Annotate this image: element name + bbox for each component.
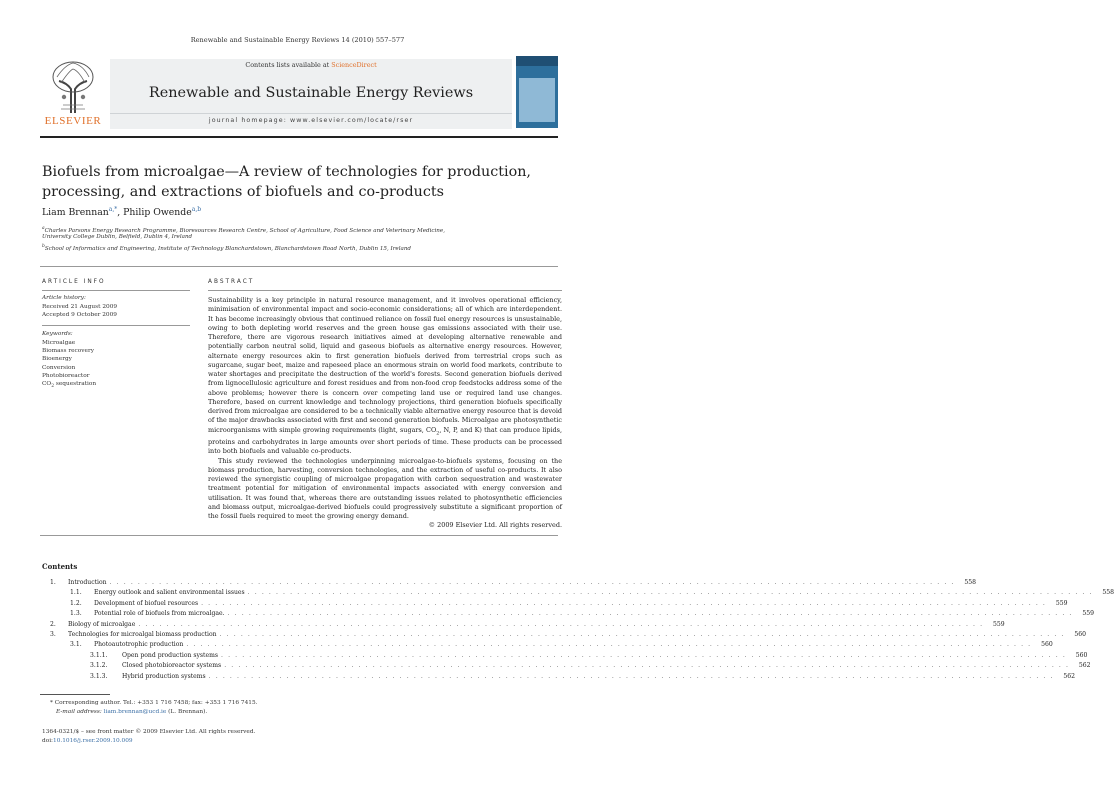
keyword: $CO_2$ sequestration bbox=[42, 381, 97, 390]
toc-leader-dots: . . . . . . . . . . . . . . . . . . . . . . . . . . . . . . . . . . . . . . . . . . . . . . . . . . . . . . . . . . . . . . . . . . . . . . . . . . . . . . . . . . . . . . . . . . . . . . . . . . . . . . . . . . . . . . . . . . . . . . . . bbox=[224, 662, 1070, 670]
copyright-notice: © 2009 Elsevier Ltd. All rights reserved. bbox=[428, 521, 562, 530]
toc-entry[interactable] bbox=[42, 640, 1053, 650]
journal-masthead bbox=[40, 56, 558, 133]
email-link[interactable]: liam.brennan@ucd.ie bbox=[103, 709, 167, 715]
toc-page-number: 562 bbox=[1063, 672, 1076, 680]
affiliation-a-cont: University College Dublin, Belfield, Dublin 4, Ireland bbox=[42, 234, 193, 240]
affiliation-a: $^a$Charles Parsons Energy Research Programme, Bioresources Research Centre, School of Agriculture, Food Science and Veterinary Medicine, bbox=[42, 226, 445, 234]
history-label: Article history: bbox=[42, 295, 86, 301]
abstract-rule bbox=[208, 290, 562, 291]
toc-entry[interactable] bbox=[42, 620, 1005, 630]
toc-page-number: 560 bbox=[1041, 641, 1053, 649]
toc-label: Biology of microalgae bbox=[68, 620, 136, 628]
table-of-contents bbox=[42, 578, 1114, 682]
keyword: Biomass recovery bbox=[42, 348, 95, 355]
toc-label: Photoautotrophic production bbox=[94, 641, 184, 649]
toc-number: 1. bbox=[50, 579, 56, 586]
toc-number: 1.2. bbox=[70, 599, 82, 607]
toc-number: 1.3. bbox=[70, 610, 82, 618]
toc-label: Introduction bbox=[68, 579, 107, 586]
toc-label: Potential role of biofuels from microalgae. bbox=[94, 610, 225, 618]
toc-leader-dots: . . . . . . . . . . . . . . . . . . . . . . . . . . . . . . . . . . . . . . . . . . . . . . . . . . . . . . . . . . . . . . . . . . . . . . . . . . . . . . . . . . . . . . . . . . . . . . . . . . . . . . . . . . . . . . . . . . . . . . . . bbox=[208, 672, 1055, 680]
toc-page-number: 558 bbox=[1102, 589, 1114, 597]
toc-number: 3.1. bbox=[70, 641, 82, 649]
journal-homepage-link[interactable]: journal homepage: www.elsevier.com/locate/rser bbox=[208, 117, 414, 124]
article-info-heading: ARTICLE INFO bbox=[42, 279, 106, 285]
toc-page-number: 562 bbox=[1078, 662, 1091, 670]
toc-number: 2. bbox=[50, 620, 56, 628]
article-info-rule bbox=[42, 290, 190, 291]
keyword-list bbox=[42, 339, 96, 391]
toc-page-number: 560 bbox=[1074, 630, 1086, 638]
toc-label: Open pond production systems bbox=[122, 651, 219, 659]
elsevier-tree-icon bbox=[49, 59, 97, 113]
keyword: Conversion bbox=[42, 364, 76, 371]
toc-label: Energy outlook and salient environmental issues bbox=[94, 589, 245, 597]
author-list: Liam Brennan$^{a,*}$, Philip Owende$^{a,b}$ bbox=[42, 206, 202, 219]
affiliation-b: $^b$School of Informatics and Engineering, Institute of Technology Blanchardstown, Blanchardstown Road North, Dublin 15, Ireland bbox=[42, 244, 412, 252]
toc-label: Hybrid production systems bbox=[122, 672, 206, 680]
abstract-heading: ABSTRACT bbox=[208, 279, 255, 285]
toc-entry[interactable] bbox=[42, 599, 1068, 609]
toc-page-number: 559 bbox=[1055, 599, 1068, 607]
masthead-divider bbox=[40, 136, 558, 138]
toc-leader-dots: . . . . . . . . . . . . . . . . . . . . . . . . . . . . . . . . . . . . . . . . . . . . . . . . . . . . . . . . . . . . . . . . . . . . . . . . . . . . . . . . . . . . . . . . . . . . . . . . . . . . . . . . . . . . . . . . . . . . . . . . bbox=[109, 579, 955, 586]
keywords-label: Keywords: bbox=[42, 331, 73, 337]
issn-line: 1364-0321/$ – see front matter © 2009 Elsevier Ltd. All rights reserved. bbox=[42, 729, 256, 735]
toc-page-number: 558 bbox=[964, 579, 976, 586]
toc-leader-dots: . . . . . . . . . . . . . . . . . . . . . . . . . . . . . . . . . . . . . . . . . . . . . . . . . . . . . . . . . . . . . . . . . . . . . . . . . . . . . . . . . . . . . . . . . . . . . . . . . . . . . . . . . . . . . . . . . . . . . . . . bbox=[186, 641, 1032, 649]
toc-label: Closed photobioreactor systems bbox=[122, 662, 222, 670]
toc-leader-dots: . . . . . . . . . . . . . . . . . . . . . . . . . . . . . . . . . . . . . . . . . . . . . . . . . . . . . . . . . . . . . . . . . . . . . . . . . . . . . . . . . . . . . . . . . . . . . . . . . . . . . . . . . . . . . . . . . . . . . . . . bbox=[219, 630, 1065, 638]
contents-availability: Contents lists available at ScienceDirect bbox=[245, 61, 377, 69]
abstract-paragraph: Sustainability is a key principle in natural resource management, and it involves operational efficiency, minimisation of environmental impact and socio-economic considerations; all of which are interdependent. It has become increasingly obvious that continued reliance on fossil fuel energy resources is unsustainable, owing to both depleting world reserves and the green house gas emissions associated with their use. Therefore, there are vigorous research initiatives aimed at developing alternative renewable and potentially carbon neutral solid, liquid and gaseous biofuels as alternative energy resources. However, alternate energy resources akin to first generation biofuels derived from terrestrial crops such as sugarcane, sugar beet, maize and rapeseed place an enormous strain on world food markets, contribute to water shortages and precipitate the destruction of the world's forests. Second generation biofuels derived from lignocellulosic agriculture and forest residues and from non-food crop feedstocks address some of the above problems; however there is concern over competing land use or required land use changes. Therefore, based on current knowledge and technology projections, third generation biofuels specifically derived from microalgae are considered to be a technically viable alternative energy resource that is devoid of the major drawbacks associated with first and second generation biofuels. Microalgae are photosynthetic microorganisms with simple growing requirements (light, sugars, $CO_2$, N, P, and K) that can produce lipids, proteins and carbohydrates in large amounts over short periods of time. These products can be processed into both biofuels and valuable co-products. bbox=[208, 296, 563, 456]
cover-header-band bbox=[516, 56, 558, 66]
contents-divider bbox=[40, 535, 558, 536]
toc-page-number: 559 bbox=[993, 620, 1005, 628]
toc-entry[interactable] bbox=[42, 588, 1114, 598]
author-name[interactable]: Liam Brennan bbox=[42, 207, 109, 219]
abstract-body bbox=[208, 296, 562, 531]
publisher-name: ELSEVIER bbox=[44, 115, 102, 127]
author-affiliation-marker[interactable]: a,b bbox=[191, 206, 202, 213]
article-title: Biofuels from microalgae—A review of technologies for production, processing, and extractions of biofuels and co-products bbox=[42, 164, 531, 200]
toc-label: Technologies for microalgal biomass production bbox=[68, 630, 217, 638]
toc-page-number: 560 bbox=[1075, 651, 1088, 659]
contents-heading: Contents bbox=[42, 562, 78, 571]
toc-entry[interactable] bbox=[42, 609, 1094, 619]
keyword: Photobioreactor bbox=[42, 372, 90, 379]
journal-cover-image[interactable] bbox=[516, 56, 558, 128]
running-head: Renewable and Sustainable Energy Reviews 14 (2010) 557–577 bbox=[190, 36, 405, 44]
article-info-separator bbox=[42, 325, 190, 326]
toc-leader-dots: . . . . . . . . . . . . . . . . . . . . . . . . . . . . . . . . . . . . . . . . . . . . . . . . . . . . . . . . . . . . . . . . . . . . . . . . . . . . . . . . . . . . . . . . . . . . . . . . . . . . . . . . . . . . . . . . . . . . . . . . bbox=[247, 589, 1094, 597]
author-affiliation-marker[interactable]: a,* bbox=[108, 206, 118, 213]
corresponding-author-note: * Corresponding author. Tel.: +353 1 716 7458; fax: +353 1 716 7415. bbox=[50, 700, 258, 706]
journal-banner bbox=[110, 59, 512, 129]
toc-number: 3.1.1. bbox=[90, 651, 108, 659]
toc-entry[interactable] bbox=[42, 630, 1086, 640]
received-date: Received 21 August 2009 bbox=[42, 304, 118, 310]
toc-label: Development of biofuel resources bbox=[94, 599, 199, 607]
toc-leader-dots: . . . . . . . . . . . . . . . . . . . . . . . . . . . . . . . . . . . . . . . . . . . . . . . . . . . . . . . . . . . . . . . . . . . . . . . . . . . . . . . . . . . . . . . . . . . . . . . . . . . . . . . . . . . . . . . . . . . . . . . . bbox=[138, 620, 984, 628]
toc-number: 3.1.3. bbox=[90, 672, 108, 680]
toc-leader-dots: . . . . . . . . . . . . . . . . . . . . . . . . . . . . . . . . . . . . . . . . . . . . . . . . . . . . . . . . . . . . . . . . . . . . . . . . . . . . . . . . . . . . . . . . . . . . . . . . . . . . . . . . . . . . . . . . . . . . . . . . bbox=[201, 599, 1047, 607]
publisher-logo[interactable] bbox=[40, 56, 106, 132]
header-divider bbox=[40, 266, 558, 267]
doi-link[interactable]: 10.1016/j.rser.2009.10.009 bbox=[53, 738, 133, 744]
toc-entry[interactable] bbox=[42, 661, 1091, 671]
toc-entry[interactable] bbox=[42, 672, 1076, 682]
email-note: E-mail address: liam.brennan@ucd.ie (L. Brennan). bbox=[56, 709, 208, 715]
banner-divider bbox=[110, 113, 512, 114]
toc-leader-dots: . . . . . . . . . . . . . . . . . . . . . . . . . . . . . . . . . . . . . . . . . . . . . . . . . . . . . . . . . . . . . . . . . . . . . . . . . . . . . . . . . . . . . . . . . . . . . . . . . . . . . . . . . . . . . . . . . . . . . . . . bbox=[221, 651, 1067, 659]
doi-line: doi:10.1016/j.rser.2009.10.009 bbox=[42, 738, 133, 744]
toc-number: 3.1.2. bbox=[90, 662, 108, 670]
abstract-paragraph: This study reviewed the technologies underpinning microalgae-to-biofuels systems, focusing on the biomass production, harvesting, conversion technologies, and the extraction of useful co-products. It also reviewed the synergistic coupling of microalgae propagation with carbon sequestration and wastewater treatment potential for mitigation of environmental impacts associated with energy conversion and utilisation. It was found that, whereas there are outstanding issues related to photosynthetic efficiencies and biomass output, microalgae-derived biofuels could progressively substitute a significant proportion of the fossil fuels required to meet the growing energy demand. bbox=[208, 456, 562, 521]
cover-photo bbox=[519, 78, 555, 122]
toc-entry[interactable] bbox=[42, 578, 976, 588]
journal-title: Renewable and Sustainable Energy Reviews bbox=[148, 85, 474, 101]
footnote-rule bbox=[40, 694, 110, 695]
toc-page-number: 559 bbox=[1082, 610, 1094, 618]
accepted-date: Accepted 9 October 2009 bbox=[42, 312, 117, 318]
toc-number: 3. bbox=[50, 630, 56, 638]
toc-number: 1.1. bbox=[70, 589, 82, 597]
toc-leader-dots: . . . . . . . . . . . . . . . . . . . . . . . . . . . . . . . . . . . . . . . . . . . . . . . . . . . . . . . . . . . . . . . . . . . . . . . . . . . . . . . . . . . . . . . . . . . . . . . . . . . . . . . . . . . . . . . . . . . . . . . . bbox=[227, 610, 1073, 618]
sciencedirect-link[interactable]: ScienceDirect bbox=[331, 61, 377, 69]
toc-entry[interactable] bbox=[42, 651, 1088, 661]
author-name[interactable]: Philip Owende bbox=[123, 207, 192, 219]
keyword: Bioenergy bbox=[42, 356, 72, 363]
keyword: Microalgae bbox=[42, 340, 76, 346]
